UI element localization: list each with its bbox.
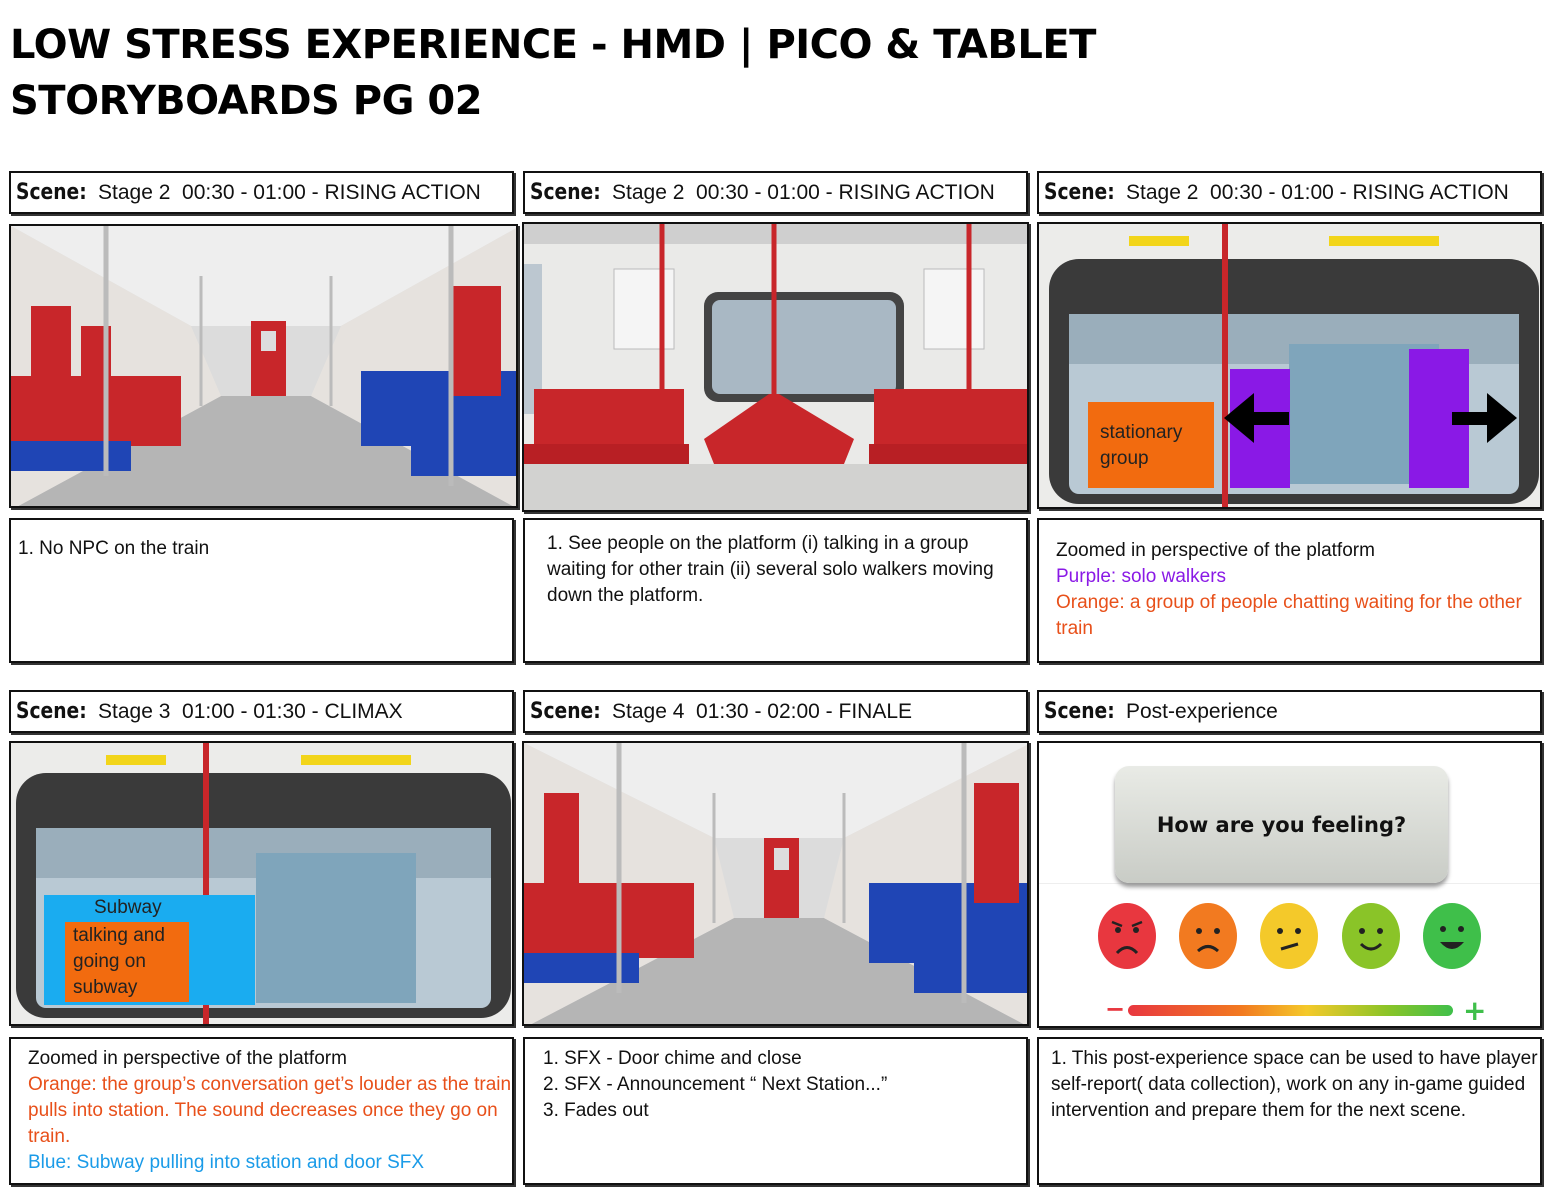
storyboard-notes-4	[9, 1037, 514, 1185]
storyboard-image-6	[1037, 741, 1542, 1028]
mood-scale	[1039, 743, 1542, 1028]
talking-group-overlay	[65, 922, 189, 1002]
storyboard-image-4	[9, 741, 514, 1026]
overlay-label: Subway	[94, 897, 162, 918]
note-blue: Blue: Subway pulling into station and door SFX	[28, 1152, 425, 1173]
arrow-right-icon	[1452, 393, 1517, 443]
scene-label: Scene:	[530, 180, 601, 205]
happy-face-icon[interactable]	[1342, 903, 1400, 969]
scene-value: Stage 4 01:30 - 02:00 - FINALE	[612, 699, 913, 723]
train-interior-corridor	[11, 226, 518, 508]
scene-label: Scene:	[1044, 180, 1115, 205]
scene-value: Stage 2 00:30 - 01:00 - RISING ACTION	[98, 180, 481, 204]
note-line: 1. No NPC on the train	[18, 538, 210, 559]
scene-value: Stage 3 01:00 - 01:30 - CLIMAX	[98, 699, 403, 723]
scene-value: Stage 2 00:30 - 01:00 - RISING ACTION	[1126, 180, 1509, 204]
arrow-left-icon	[1224, 393, 1289, 443]
note-orange: Orange: a group of people chatting waiting for the other train	[1056, 592, 1522, 639]
overlay-label: stationary group	[1100, 422, 1183, 469]
scene-value: Post-experience	[1126, 699, 1278, 723]
train-interior-corridor	[524, 743, 1029, 1026]
note-line: 2. SFX - Announcement “ Next Station...”	[543, 1074, 888, 1095]
page-title-line1: LOW STRESS EXPERIENCE - HMD | PICO & TABLET	[10, 22, 1096, 68]
scene-label: Scene:	[1044, 699, 1115, 724]
scene-value: Stage 2 00:30 - 01:00 - RISING ACTION	[612, 180, 995, 204]
note-line: 1. This post-experience space can be used to have player self-report( data collection), work on any in-game guided intervention and prepare them for the next scene.	[1051, 1048, 1538, 1121]
storyboard-image-1	[9, 224, 518, 508]
storyboard-notes-6	[1037, 1037, 1542, 1185]
storyboard-image-3	[1037, 222, 1542, 509]
scene-header-4	[9, 690, 514, 733]
note-orange: Orange: the group’s conversation get’s louder as the train pulls into station. The sound decreases once they go on train.	[28, 1074, 512, 1147]
scene-header-1	[9, 171, 514, 214]
scale-minus-icon: −	[1105, 995, 1126, 1023]
storyboard-notes-1	[9, 518, 514, 663]
very-happy-face-icon[interactable]	[1423, 903, 1481, 969]
overlay-label: talking and going on subway	[73, 925, 165, 998]
feeling-question-card[interactable]: How are you feeling?	[1115, 766, 1448, 883]
direction-arrows	[1039, 224, 1542, 509]
storyboard-notes-5	[523, 1037, 1028, 1185]
scene-header-6	[1037, 690, 1542, 733]
note-intro: Zoomed in perspective of the platform	[1056, 540, 1375, 561]
storyboard-notes-2	[523, 518, 1028, 663]
storyboard-image-2	[522, 222, 1029, 512]
train-seats-window	[524, 224, 1029, 512]
scene-label: Scene:	[16, 699, 87, 724]
note-line: 1. See people on the platform (i) talking in a group waiting for other train (ii) several solo walkers moving down the platform.	[547, 533, 994, 606]
mood-gradient-bar[interactable]	[1128, 1005, 1453, 1016]
neutral-face-icon[interactable]	[1260, 903, 1318, 969]
note-intro: Zoomed in perspective of the platform	[28, 1048, 347, 1069]
storyboard-image-5	[522, 741, 1029, 1026]
storyboard-notes-3	[1037, 518, 1542, 663]
scene-header-2	[523, 171, 1028, 214]
sad-face-icon[interactable]	[1179, 903, 1237, 969]
scale-plus-icon: +	[1463, 994, 1487, 1027]
page-title-line2: STORYBOARDS PG 02	[10, 78, 483, 124]
scene-label: Scene:	[530, 699, 601, 724]
scene-label: Scene:	[16, 180, 87, 205]
scene-header-3	[1037, 171, 1542, 214]
scene-header-5	[523, 690, 1028, 733]
note-line: 3. Fades out	[543, 1100, 649, 1121]
note-line: 1. SFX - Door chime and close	[543, 1048, 802, 1069]
note-purple: Purple: solo walkers	[1056, 566, 1227, 587]
very-sad-face-icon[interactable]	[1098, 903, 1156, 969]
